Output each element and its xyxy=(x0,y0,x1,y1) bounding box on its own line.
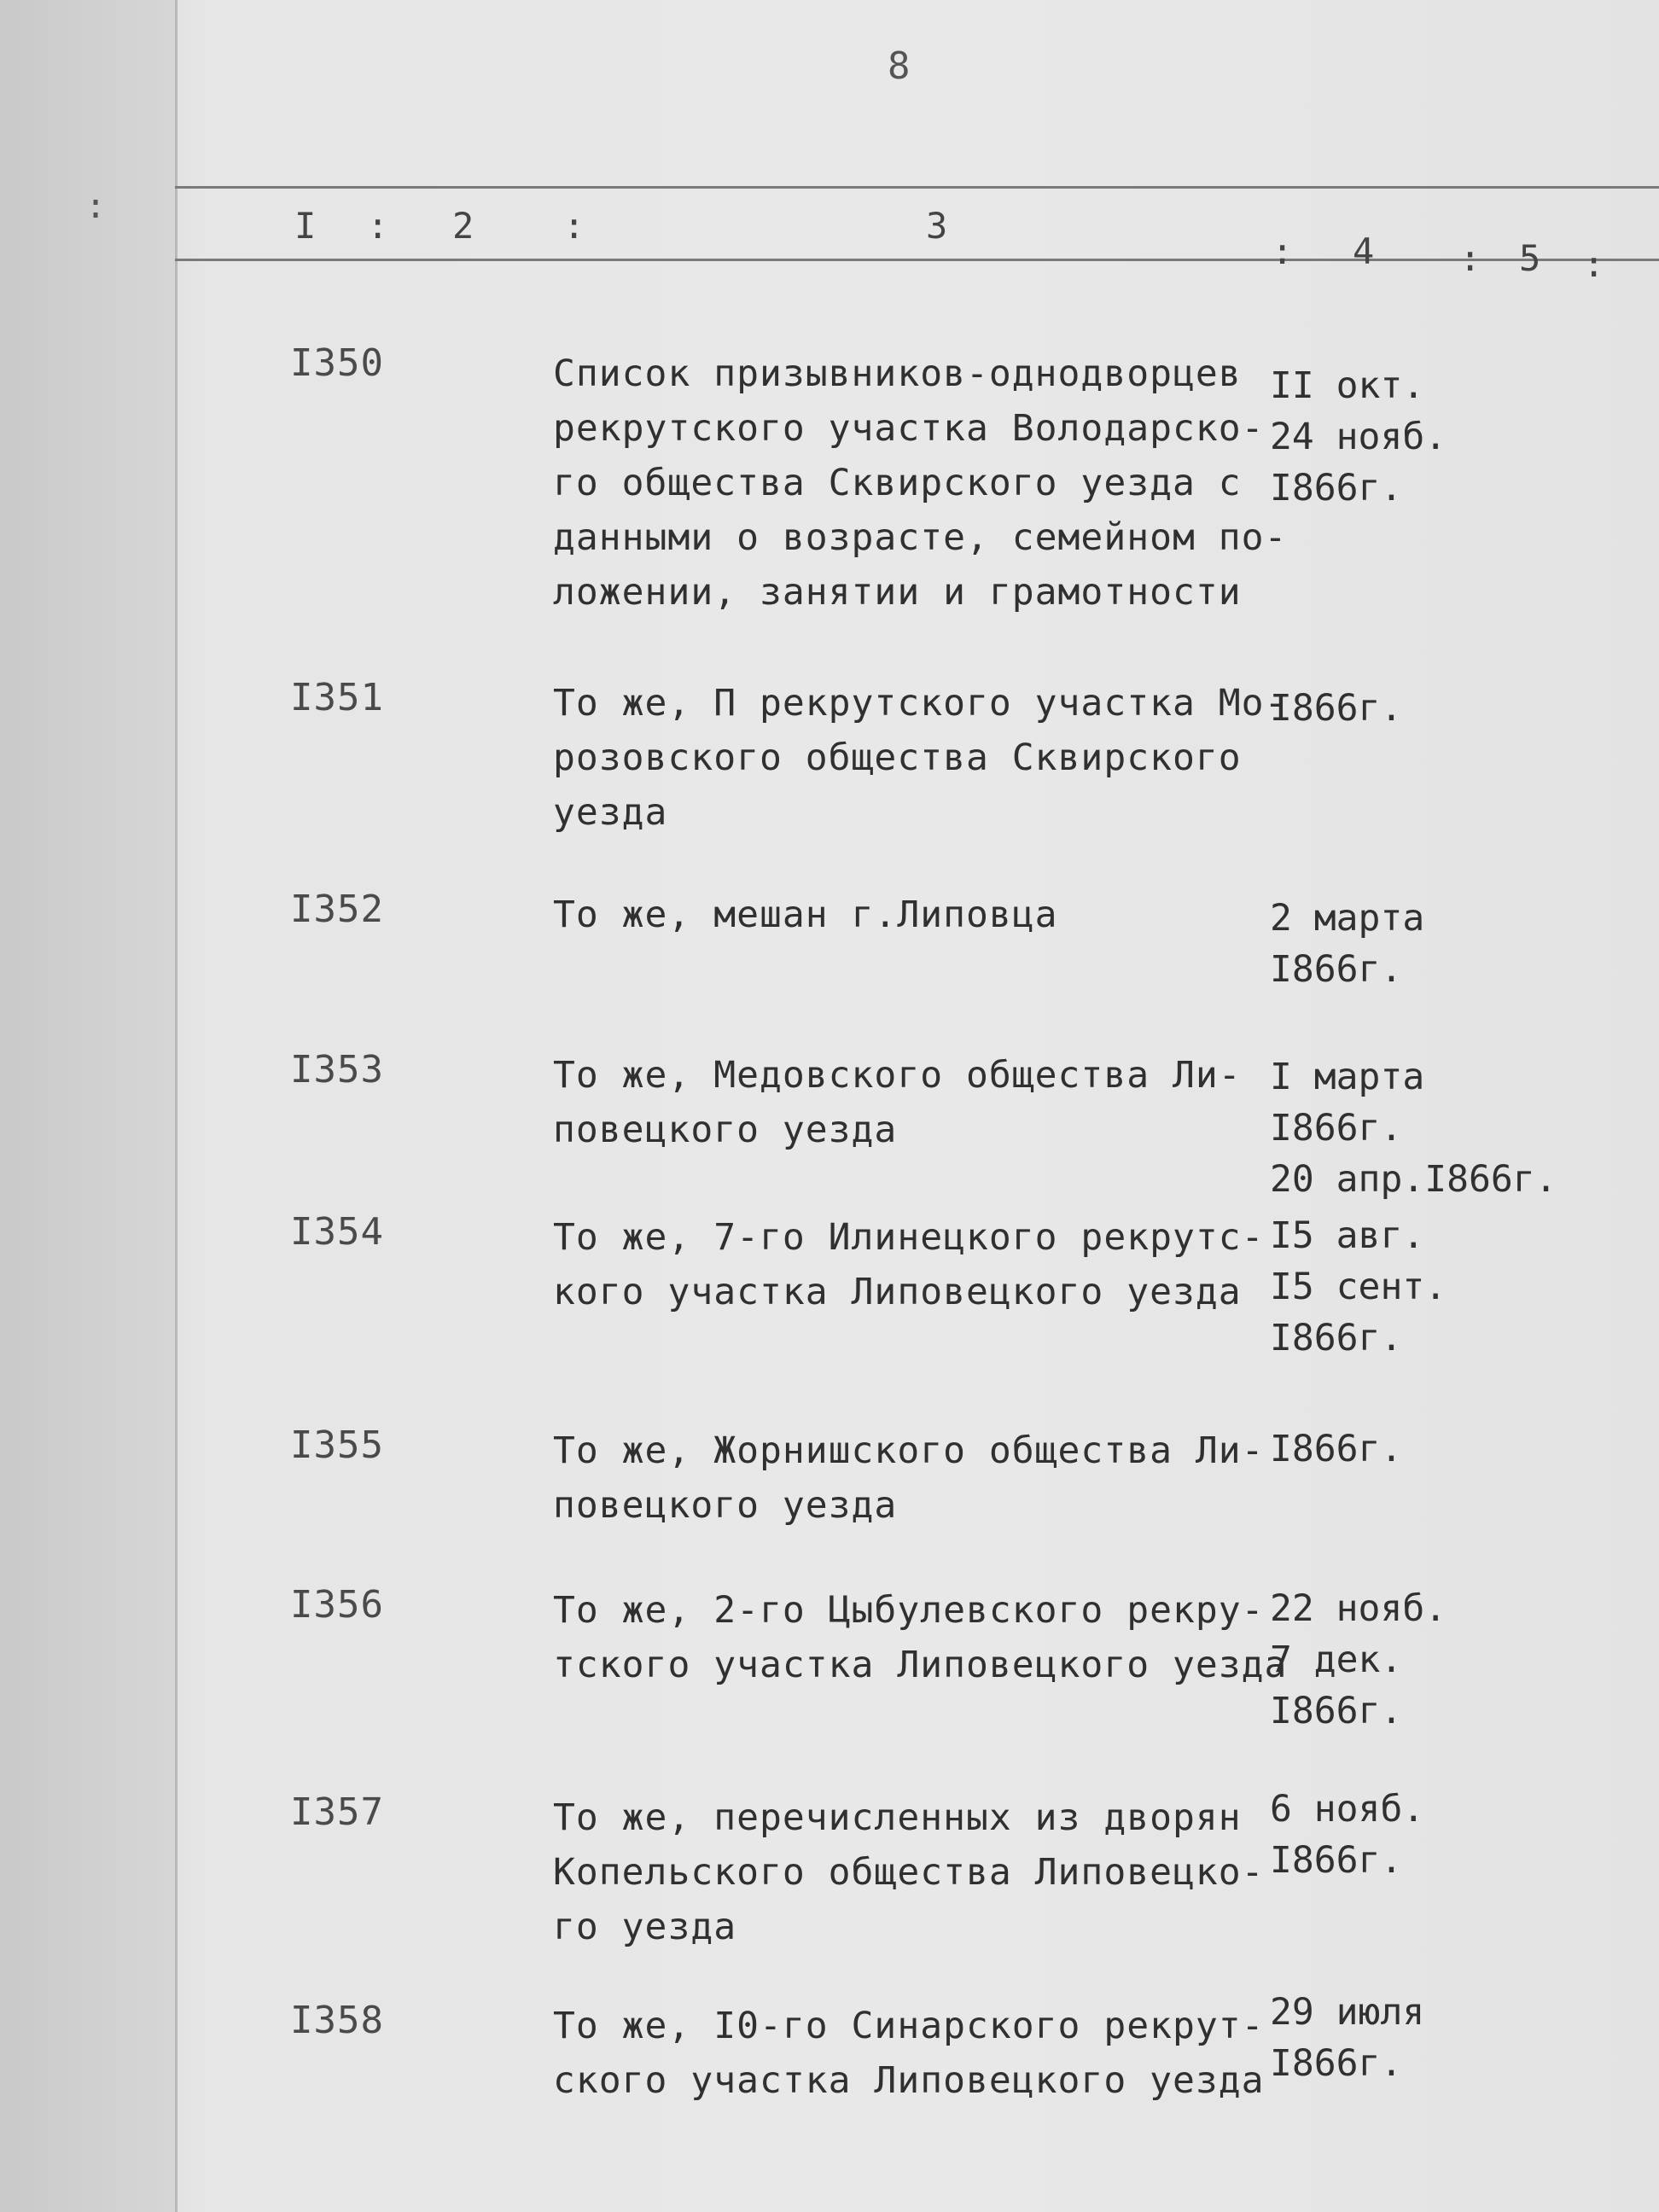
header-rule-bottom xyxy=(175,259,1659,261)
description-line: розовского общества Сквирского xyxy=(553,736,1242,779)
date-line: I866г. xyxy=(1270,1107,1403,1150)
date-line: 22 нояб. xyxy=(1270,1587,1447,1630)
date-line: I866г. xyxy=(1270,687,1403,730)
date-line: 24 нояб. xyxy=(1270,416,1447,458)
item-description xyxy=(553,1210,1265,1319)
date-line: I866г. xyxy=(1270,1839,1403,1882)
description-line: тского участка Липовецкого уезда xyxy=(553,1644,1288,1686)
date-line: 29 июля xyxy=(1270,1991,1425,2034)
date-line: I866г. xyxy=(1270,1428,1403,1470)
item-number: I356 xyxy=(290,1583,384,1627)
date-line: I866г. xyxy=(1270,1317,1403,1359)
date-line: I марта xyxy=(1270,1056,1425,1098)
date-line: I866г. xyxy=(1270,2042,1403,2085)
date-line: II окт. xyxy=(1270,364,1425,407)
header-sep: : xyxy=(1583,243,1605,285)
item-description xyxy=(553,888,1261,942)
item-description xyxy=(553,1048,1261,1157)
header-col4: 4 xyxy=(1353,230,1375,272)
header-sep: : xyxy=(1272,230,1294,272)
description-line: То же, I0-го Синарского рекрут- xyxy=(553,2005,1265,2047)
description-line: То же, Медовского общества Ли- xyxy=(553,1054,1242,1097)
date-line: 7 дек. xyxy=(1270,1639,1403,1681)
description-line: То же, 7-го Илинецкого рекрутс- xyxy=(553,1216,1265,1259)
margin-mark: : xyxy=(85,187,107,226)
item-dates xyxy=(1270,683,1402,734)
header-col1: I xyxy=(294,205,317,247)
item-number: I355 xyxy=(290,1423,384,1467)
description-line: Копельского общества Липовецко- xyxy=(553,1851,1265,1894)
description-line: повецкого уезда xyxy=(553,1109,898,1151)
item-dates xyxy=(1270,1987,1424,2089)
header-sep: : xyxy=(1459,237,1481,279)
header-col5: 5 xyxy=(1519,237,1541,279)
description-line: Список призывников-однодворцев xyxy=(553,352,1242,395)
description-line: го уезда xyxy=(553,1906,737,1948)
item-dates xyxy=(1270,360,1447,514)
description-line: ложении, занятии и грамотности xyxy=(553,571,1242,614)
item-dates xyxy=(1270,1583,1447,1737)
description-line: То же, перечисленных из дворян xyxy=(553,1796,1242,1839)
date-line: I5 сент. xyxy=(1270,1266,1447,1308)
item-number: I350 xyxy=(290,341,384,385)
description-line: уезда xyxy=(553,791,668,834)
description-line: рекрутского участка Володарско- xyxy=(553,407,1265,450)
description-line: повецкого уезда xyxy=(553,1484,898,1527)
header-col2: 2 xyxy=(452,205,474,247)
header-sep: : xyxy=(563,205,585,247)
item-dates xyxy=(1270,1423,1402,1475)
item-number: I351 xyxy=(290,676,384,719)
item-description xyxy=(553,676,1288,840)
date-line: I866г. xyxy=(1270,1690,1403,1732)
item-dates xyxy=(1270,893,1424,995)
description-line: ского участка Липовецкого уезда xyxy=(553,2059,1265,2102)
item-dates xyxy=(1270,1784,1424,1886)
item-dates xyxy=(1270,1051,1557,1205)
item-number: I357 xyxy=(290,1790,384,1834)
header-rule-top xyxy=(175,186,1659,189)
description-line: То же, мешан г.Липовца xyxy=(553,894,1058,936)
item-number: I354 xyxy=(290,1210,384,1254)
description-line: То же, 2-го Цыбулевского рекру- xyxy=(553,1589,1265,1632)
description-line: данными о возрасте, семейном по- xyxy=(553,516,1288,559)
description-line: го общества Сквирского уезда с xyxy=(553,462,1242,504)
description-line: кого участка Липовецкого уезда xyxy=(553,1271,1242,1313)
page-margin xyxy=(0,0,178,2212)
date-line: I5 авг. xyxy=(1270,1214,1425,1257)
description-line: То же, П рекрутского участка Мо- xyxy=(553,682,1288,725)
item-number: I352 xyxy=(290,888,384,931)
item-number: I358 xyxy=(290,1999,384,2042)
date-line: I866г. xyxy=(1270,948,1403,991)
item-description xyxy=(553,346,1288,620)
item-description xyxy=(553,1423,1265,1533)
page-number: 8 xyxy=(888,44,911,88)
date-line: I866г. xyxy=(1270,467,1403,509)
item-dates xyxy=(1270,1210,1447,1364)
item-description xyxy=(553,1790,1265,1954)
header-sep: : xyxy=(367,205,389,247)
header-col3: 3 xyxy=(926,205,948,247)
date-line: 2 марта xyxy=(1270,897,1425,940)
item-number: I353 xyxy=(290,1048,384,1091)
item-description xyxy=(553,1999,1265,2108)
date-line: 20 апр.I866г. xyxy=(1270,1158,1557,1201)
item-description xyxy=(553,1583,1288,1692)
description-line: То же, Жорнишского общества Ли- xyxy=(553,1429,1265,1472)
date-line: 6 нояб. xyxy=(1270,1788,1425,1831)
